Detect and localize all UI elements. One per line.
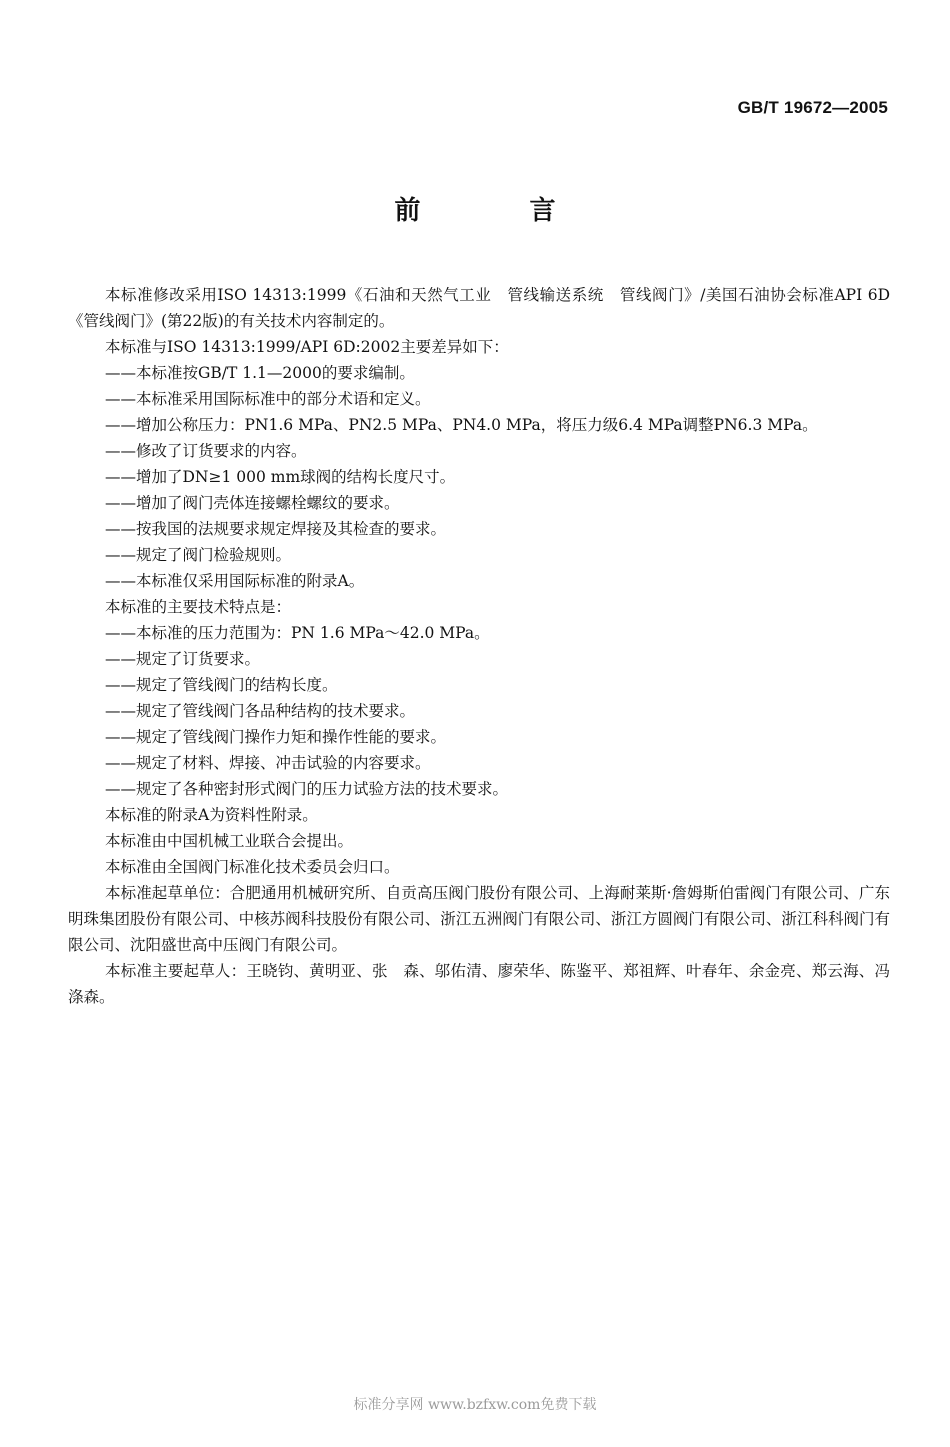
standard-number: GB/T 19672—2005 bbox=[737, 98, 888, 117]
feature-item: ——规定了材料、焊接、冲击试验的内容要求。 bbox=[105, 754, 431, 772]
feature-item: ——规定了管线阀门的结构长度。 bbox=[105, 676, 338, 694]
difference-item: ——增加了阀门壳体连接螺栓螺纹的要求。 bbox=[105, 494, 400, 512]
difference-item: ——增加公称压力：PN1.6 MPa、PN2.5 MPa、PN4.0 MPa，将压力级6.4 MPa调整PN6.3 MPa。 bbox=[105, 416, 818, 434]
difference-item: ——规定了阀门检验规则。 bbox=[105, 546, 292, 564]
feature-item: ——本标准的压力范围为：PN 1.6 MPa～42.0 MPa。 bbox=[105, 624, 490, 642]
foreword-body bbox=[68, 282, 890, 1010]
feature-item: ——规定了各种密封形式阀门的压力试验方法的技术要求。 bbox=[105, 780, 509, 798]
difference-item: ——本标准仅采用国际标准的附录A。 bbox=[105, 572, 365, 590]
paragraph-annex: 本标准的附录A为资料性附录。 bbox=[105, 806, 318, 824]
paragraph-intro: 本标准修改采用ISO 14313:1999《石油和天然气工业 管线输送系统 管线阀门》/美国石油协会标准API 6D《管线阀门》(第22版)的有关技术内容制定的。 bbox=[68, 286, 890, 330]
difference-item: ——修改了订货要求的内容。 bbox=[105, 442, 307, 460]
paragraph-proposer: 本标准由中国机械工业联合会提出。 bbox=[105, 832, 354, 850]
feature-item: ——规定了管线阀门操作力矩和操作性能的要求。 bbox=[105, 728, 447, 746]
difference-item: ——增加了DN≥1 000 mm球阀的结构长度尺寸。 bbox=[105, 468, 456, 486]
paragraph-differences-heading: 本标准与ISO 14313:1999/API 6D:2002主要差异如下： bbox=[105, 338, 509, 356]
difference-item: ——本标准采用国际标准中的部分术语和定义。 bbox=[105, 390, 431, 408]
watermark-footer: 标准分享网 www.bzfxw.com免费下载 bbox=[353, 1397, 597, 1413]
difference-item: ——按我国的法规要求规定焊接及其检查的要求。 bbox=[105, 520, 447, 538]
paragraph-drafting-units: 本标准起草单位：合肥通用机械研究所、自贡高压阀门股份有限公司、上海耐莱斯·詹姆斯伯雷阀门有限公司、广东明珠集团股份有限公司、中核苏阀科技股份有限公司、浙江五洲阀门有限公司、浙江方圆阀门有限公司、浙江科科阀门有限公司、沈阳盛世高中压阀门有限公司。 bbox=[68, 884, 890, 954]
paragraph-drafters: 本标准主要起草人：王晓钧、黄明亚、张 森、邬佑清、廖荣华、陈鉴平、郑祖辉、叶春年、余金亮、郑云海、冯涤森。 bbox=[68, 962, 890, 1006]
page-title: 前 言 bbox=[394, 196, 606, 226]
feature-item: ——规定了订货要求。 bbox=[105, 650, 261, 668]
paragraph-features-heading: 本标准的主要技术特点是： bbox=[105, 598, 292, 616]
difference-item: ——本标准按GB/T 1.1—2000的要求编制。 bbox=[105, 364, 415, 382]
feature-item: ——规定了管线阀门各品种结构的技术要求。 bbox=[105, 702, 416, 720]
paragraph-committee: 本标准由全国阀门标准化技术委员会归口。 bbox=[105, 858, 400, 876]
